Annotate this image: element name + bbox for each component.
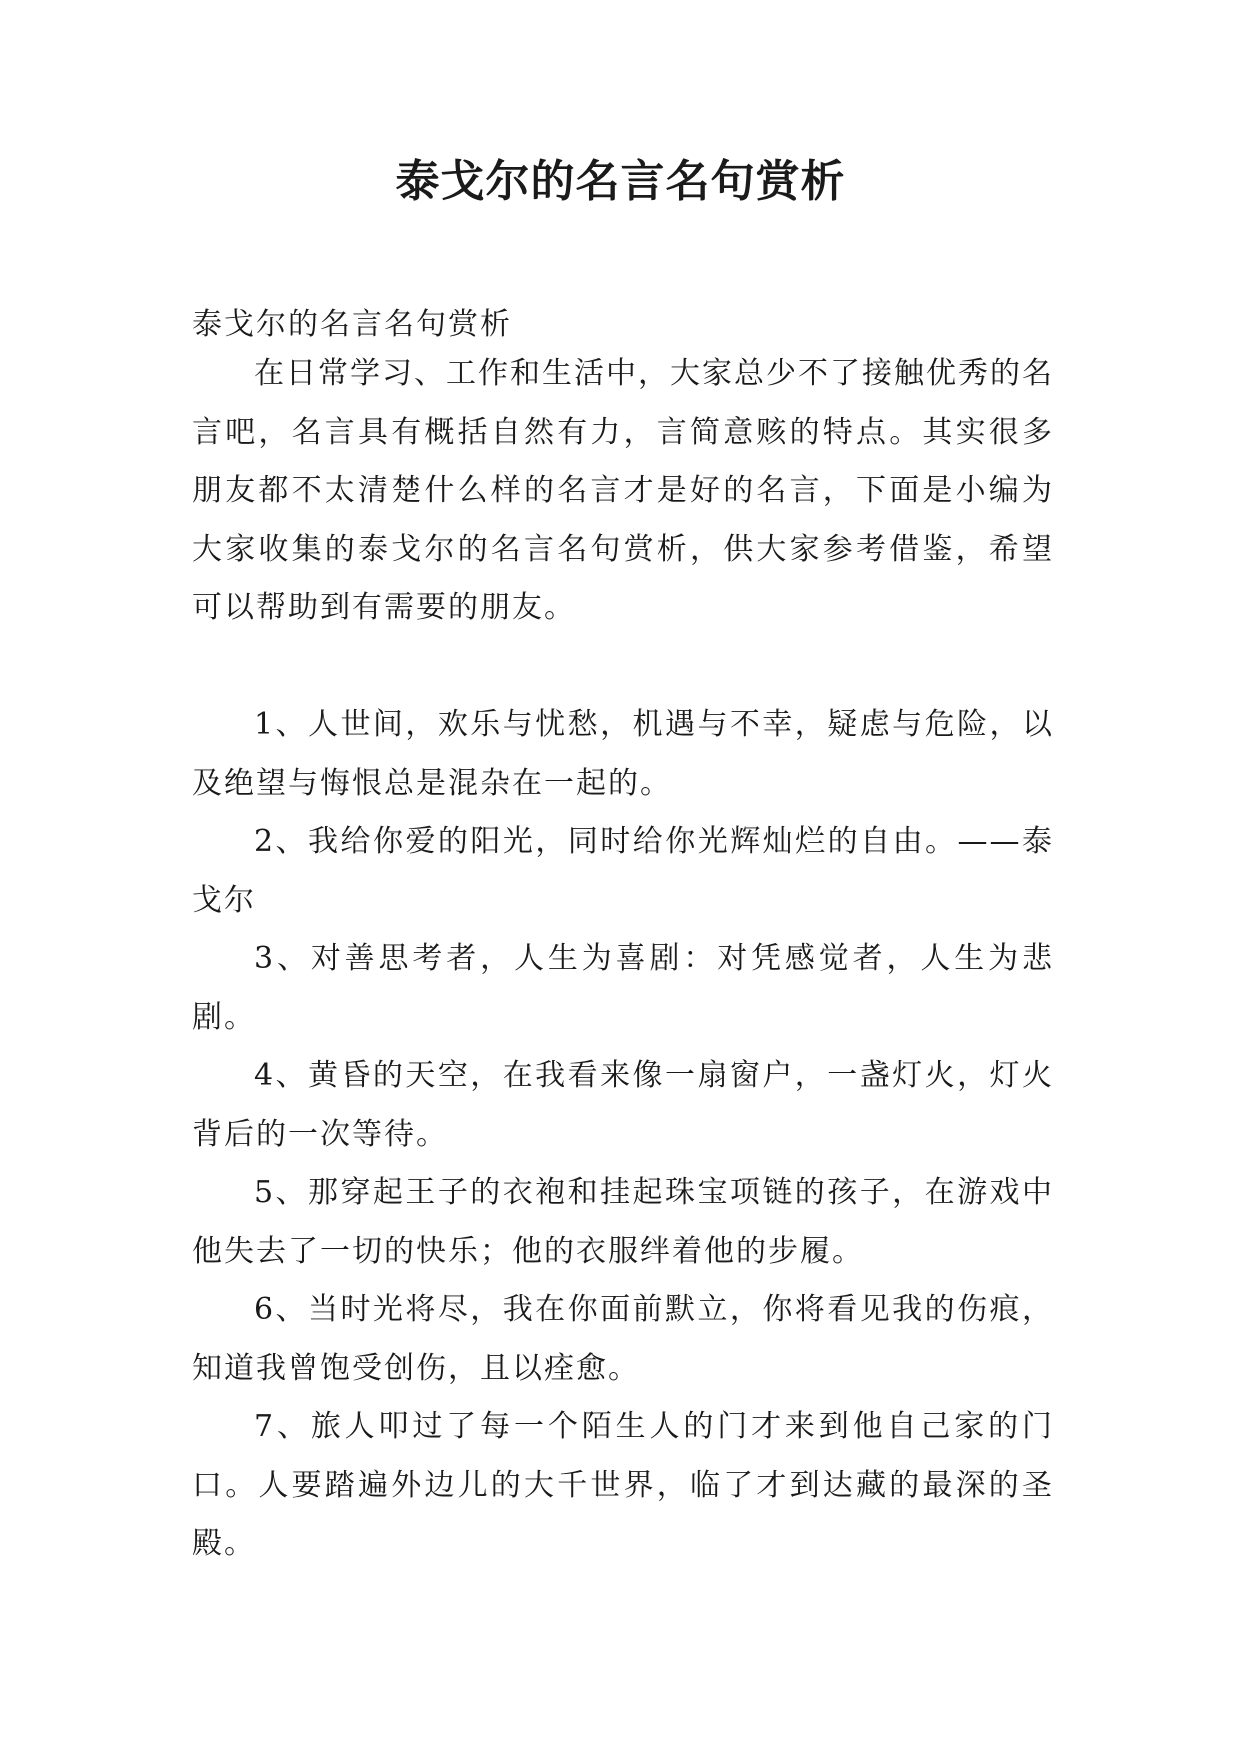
intro-paragraph: 在日常学习、工作和生活中，大家总少不了接触优秀的名言吧，名言具有概括自然有力，言简意赅的特点。其实很多朋友都不太清楚什么样的名言才是好的名言，下面是小编为大家收集的泰戈尔的名言名句赏析，供大家参考借鉴，希望可以帮助到有需要的朋友。 [192,356,1054,625]
quote-item-6: 6、当时光将尽，我在你面前默立，你将看见我的伤痕，知道我曾饱受创伤，且以痊愈。 [192,1292,1054,1386]
document-title: 泰戈尔的名言名句赏析 [395,156,846,207]
quote-item-4: 4、黄昏的天空，在我看来像一扇窗户，一盏灯火，灯火背后的一次等待。 [192,1058,1054,1152]
quote-item-5: 5、那穿起王子的衣袍和挂起珠宝项链的孩子，在游戏中他失去了一切的快乐；他的衣服绊着他的步履。 [192,1175,1054,1269]
quotes-list [192,696,1054,1574]
quote-item-2: 2、我给你爱的阳光，同时给你光辉灿烂的自由。——泰戈尔 [192,824,1054,918]
quote-item-1: 1、人世间，欢乐与忧愁，机遇与不幸，疑虑与危险，以及绝望与悔恨总是混杂在一起的。 [192,707,1054,801]
intro-section [192,345,1054,638]
quote-item-3: 3、对善思考者，人生为喜剧：对凭感觉者，人生为悲剧。 [192,941,1054,1035]
subtitle-text: 泰戈尔的名言名句赏析 [192,307,512,342]
quote-item-7: 7、旅人叩过了每一个陌生人的门才来到他自己家的门口。人要踏遍外边儿的大千世界，临了才到达藏的最深的圣殿。 [192,1409,1054,1561]
